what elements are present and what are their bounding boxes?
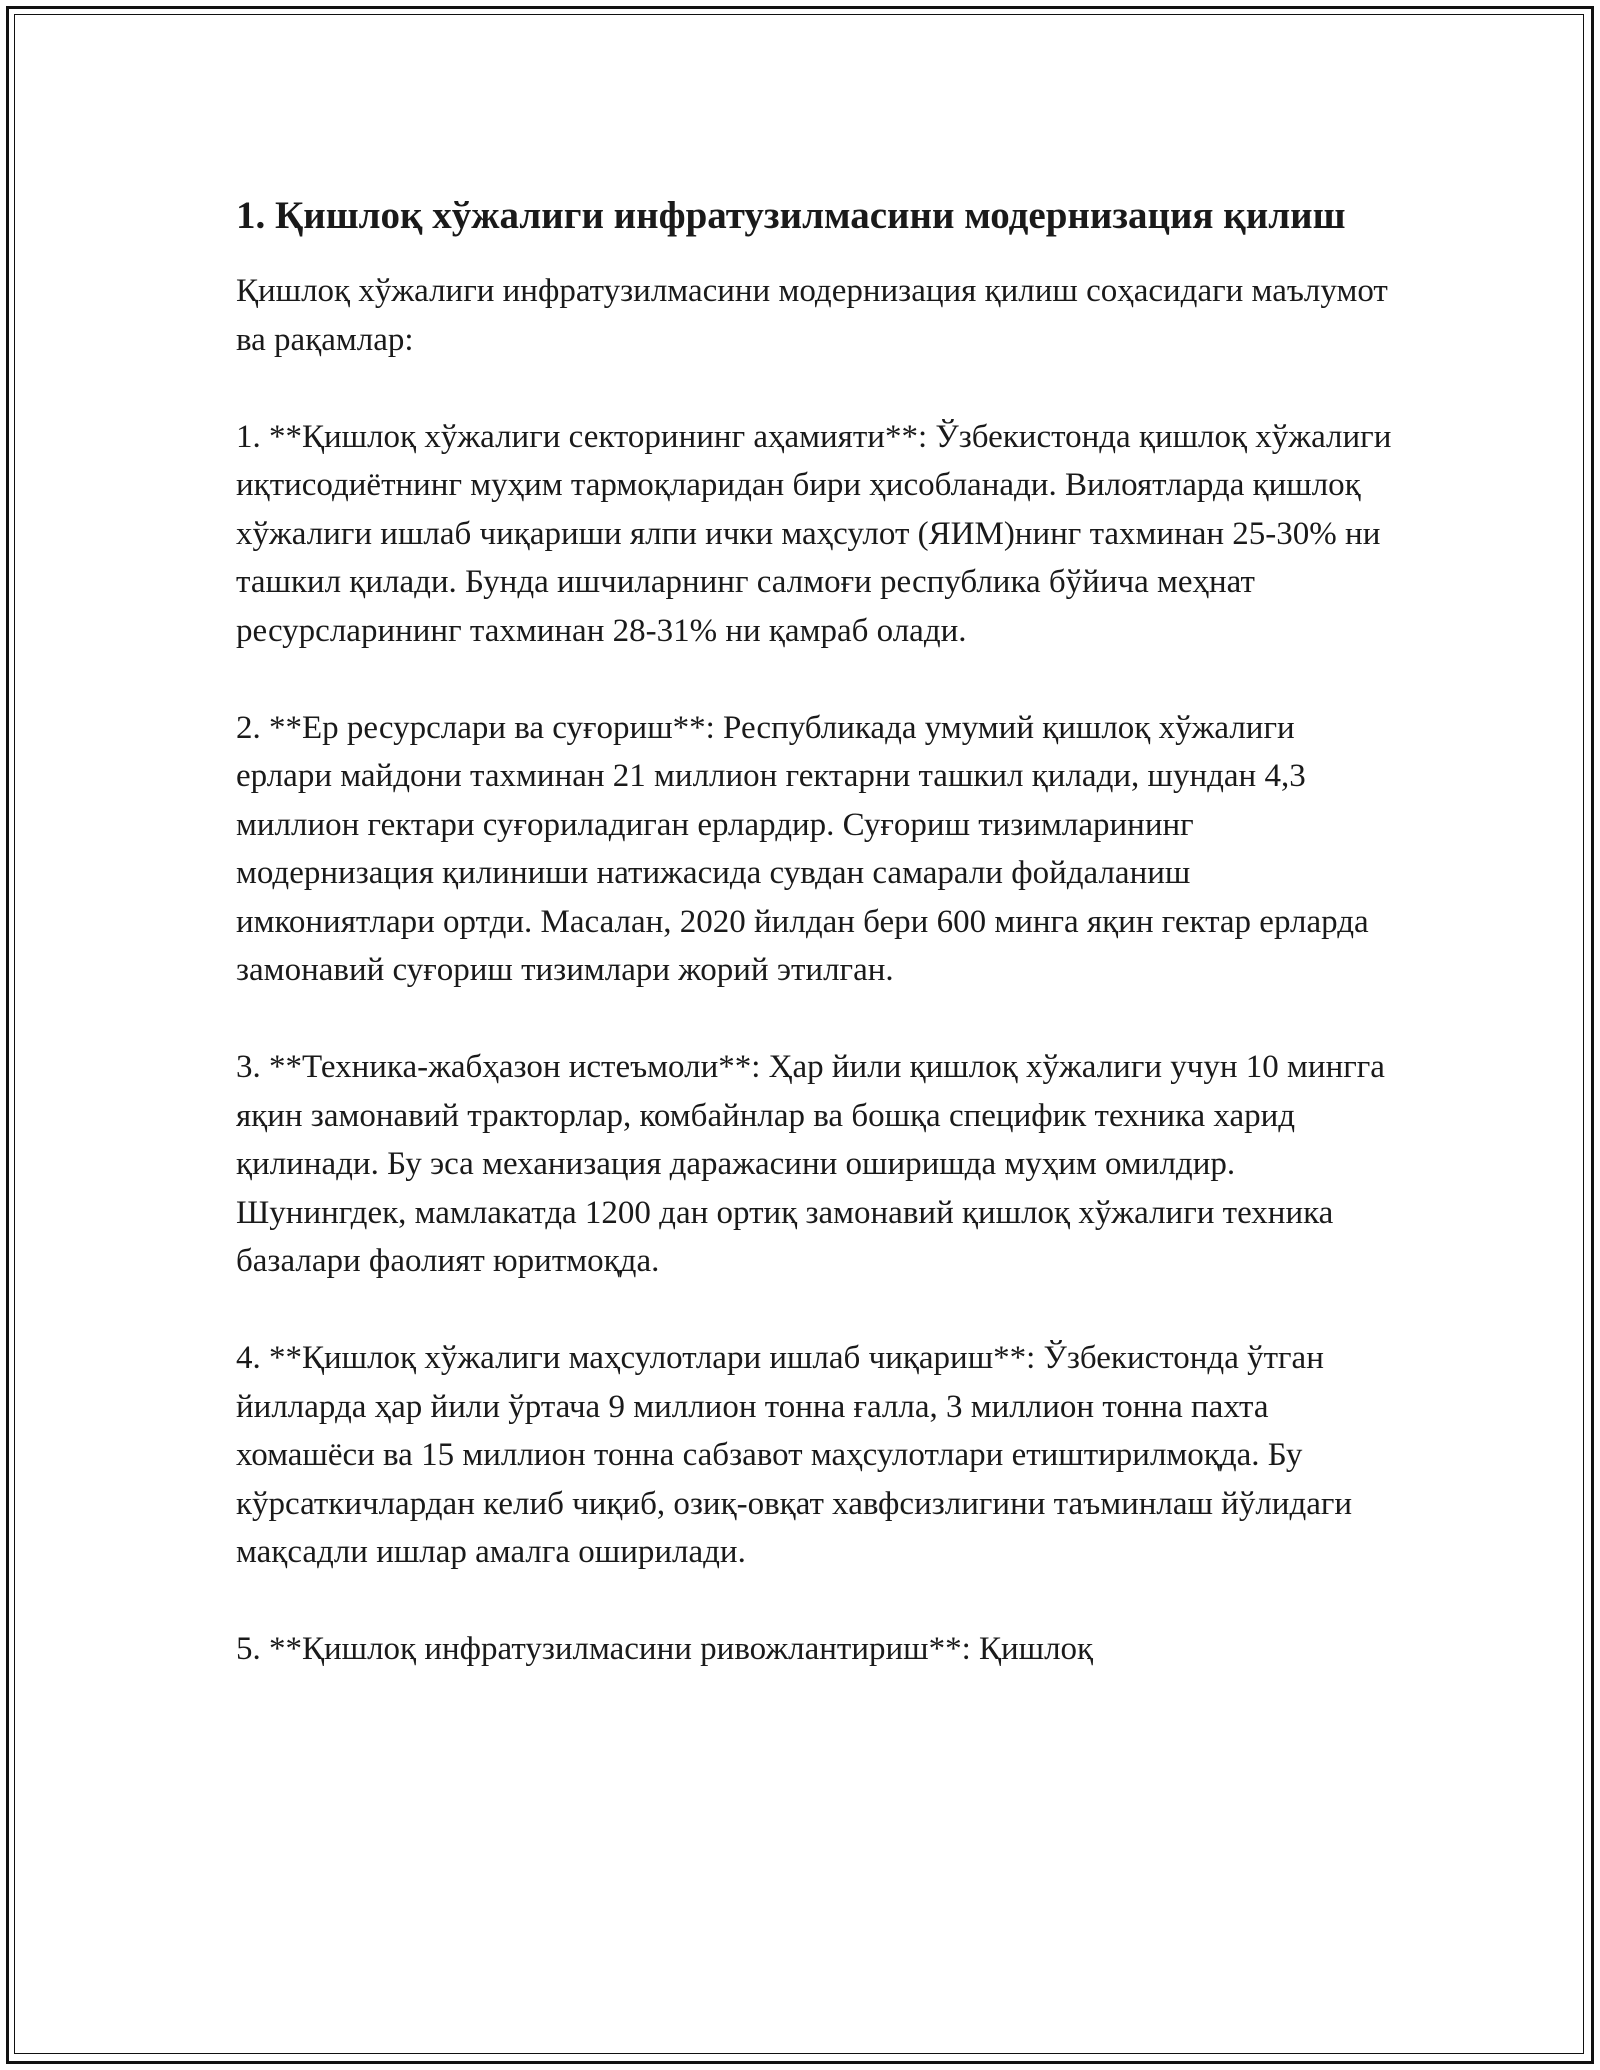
paragraph-machinery: 3. **Техника-жабҳазон истеъмоли**: Ҳар йили қишлоқ хўжалиги учун 10 мингга яқин замонавий тракторлар, комбайнлар ва бошқа специфик техника харид қилинади. Бу эса механизация даражасини оширишда муҳим омилдир. Шунингдек, мамлакатда 1200 дан ортиқ замонавий қишлоқ хўжалиги техника базалари фаолият юритмоқда. — [236, 1049, 1385, 1279]
document-body — [236, 188, 1396, 1722]
paragraph-land-irrigation: 2. **Ер ресурслари ва суғориш**: Республикада умумий қишлоқ хўжалиги ерлари майдони тахминан 21 миллион гектарни ташкил қилади, шундан 4,3 миллион гектари суғориладиган ерлардир. Суғориш тизимларининг модернизация қилиниши натижасида сувдан самарали фойдаланиш имкониятлари ортди. Масалан, 2020 йилдан бери 600 минга яқин гектар ерларда замонавий суғориш тизимлари жорий этилган. — [236, 709, 1369, 988]
paragraph-production: 4. **Қишлоқ хўжалиги маҳсулотлари ишлаб чиқариш**: Ўзбекистонда ўтган йилларда ҳар йили ўртача 9 миллион тонна ғалла, 3 миллион тонна пахта хомашёси ва 15 миллион тонна сабзавот маҳсулотлари етиштирилмоқда. Бу кўрсаткичлардан келиб чиқиб, озиқ-овқат хавфсизлигини таъминлаш йўлидаги мақсадли ишлар амалга оширилади. — [236, 1340, 1353, 1570]
section-heading: 1. Қишлоқ хўжалиги инфратузилмасини модернизация қилиш — [236, 194, 1346, 237]
paragraph-infrastructure: 5. **Қишлоқ инфратузилмасини ривожлантириш**: Қишлоқ — [236, 1631, 1094, 1667]
intro-paragraph: Қишлоқ хўжалиги инфратузилмасини модернизация қилиш соҳасидаги маълумот ва рақамлар: — [236, 273, 1388, 358]
paragraph-agriculture-importance: 1. **Қишлоқ хўжалиги секторининг аҳамияти**: Ўзбекистонда қишлоқ хўжалиги иқтисодиётнинг муҳим тармоқларидан бири ҳисобланади. Вилоятларда қишлоқ хўжалиги ишлаб чиқариши ялпи ички маҳсулот (ЯИМ)нинг тахминан 25-30% ни ташкил қилади. Бунда ишчиларнинг салмоғи республика бўйича меҳнат ресурсларининг тахминан 28-31% ни қамраб олади. — [236, 418, 1392, 649]
